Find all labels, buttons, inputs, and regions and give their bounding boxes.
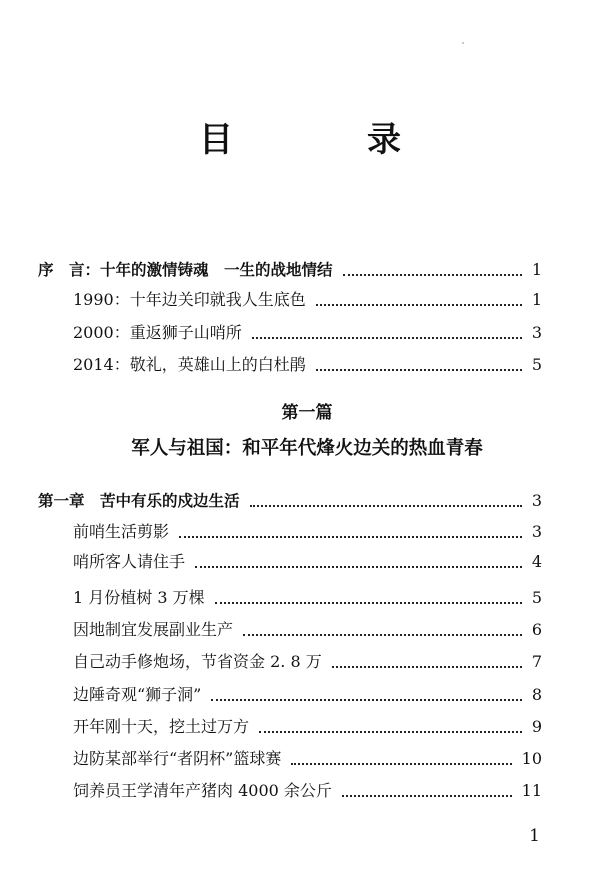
toc-entry-page: 5: [531, 588, 542, 607]
toc-section[interactable]: [73, 647, 542, 673]
toc-entry-title: 饲养员王学清年产猪肉 4000 余公斤: [73, 781, 332, 800]
dot-leader: [316, 304, 522, 306]
part-label: 第一篇: [281, 403, 333, 423]
toc-entry-page: 4: [531, 552, 542, 571]
dot-leader: [291, 763, 511, 765]
toc-section[interactable]: [73, 583, 542, 609]
toc-entry-page: 8: [531, 685, 542, 704]
toc-preface-item[interactable]: [73, 350, 542, 376]
toc-entry-title: 2014：敬礼，英雄山上的白杜鹃: [73, 355, 306, 374]
toc-entry-page: 11: [521, 781, 542, 800]
dot-leader: [179, 536, 522, 538]
dot-leader: [211, 699, 521, 701]
toc-entry-title: 边陲奇观“狮子洞”: [73, 685, 202, 704]
toc-entry-page: 10: [521, 749, 542, 768]
dot-leader: [250, 505, 522, 507]
part-title: 军人与祖国：和平年代烽火边关的热血青春: [131, 438, 483, 459]
dot-leader: [252, 337, 522, 339]
toc-preface[interactable]: [38, 255, 542, 281]
toc-section[interactable]: [73, 712, 542, 738]
scan-speck: [462, 42, 464, 44]
dot-leader: [195, 566, 522, 568]
toc-entry-title: 哨所客人请住手: [73, 552, 186, 571]
toc-entry-page: 3: [531, 323, 542, 342]
toc-preface-item[interactable]: [73, 285, 542, 311]
toc-entry-title: 1990：十年边关印就我人生底色: [73, 290, 306, 309]
toc-entry-title: 前哨生活剪影: [73, 522, 170, 541]
dot-leader: [343, 274, 522, 276]
toc-entry-page: 5: [531, 355, 542, 374]
toc-entry-page: 3: [531, 522, 542, 541]
toc-section[interactable]: [73, 615, 542, 641]
toc-section[interactable]: [73, 547, 542, 573]
toc-section[interactable]: [73, 744, 542, 770]
toc-entry-page: 6: [531, 620, 542, 639]
toc-preface-item[interactable]: [73, 318, 542, 344]
toc-entry-title: 边防某部举行“者阴杯”篮球赛: [73, 749, 282, 768]
page-number: 1: [529, 826, 540, 846]
toc-entry-title: 1 月份植树 3 万棵: [73, 588, 205, 607]
page-title: 目 录: [199, 120, 451, 160]
toc-entry-page: 1: [531, 260, 542, 279]
toc-section[interactable]: [73, 776, 542, 802]
dot-leader: [243, 634, 522, 636]
toc-entry-title: 因地制宜发展副业生产: [73, 620, 234, 639]
toc-section[interactable]: [73, 680, 542, 706]
dot-leader: [342, 795, 512, 797]
toc-entry-page: 7: [531, 652, 542, 671]
toc-chapter[interactable]: [38, 486, 542, 512]
toc-entry-title: 序 言：十年的激情铸魂 一生的战地情结: [38, 261, 333, 279]
toc-entry-title: 自己动手修炮场，节省资金 2. 8 万: [73, 652, 322, 671]
toc-entry-title: 2000：重返狮子山哨所: [73, 323, 242, 342]
dot-leader: [259, 731, 522, 733]
toc-entry-title: 第一章 苦中有乐的戍边生活: [38, 492, 240, 510]
toc-entry-page: 9: [531, 717, 542, 736]
toc-entry-page: 1: [531, 290, 542, 309]
toc-entry-page: 3: [531, 491, 542, 510]
dot-leader: [316, 369, 522, 371]
toc-entry-title: 开年刚十天，挖土过万方: [73, 717, 250, 736]
dot-leader: [215, 602, 522, 604]
toc-section[interactable]: [73, 517, 542, 543]
dot-leader: [332, 666, 522, 668]
